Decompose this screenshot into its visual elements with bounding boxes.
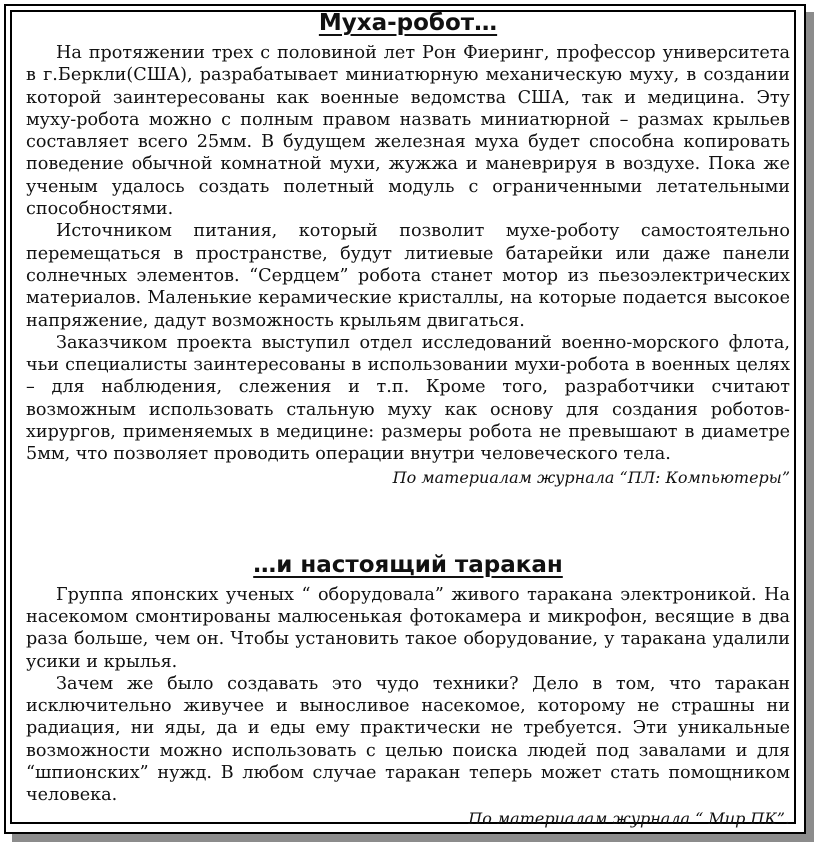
paragraph: Заказчиком проекта выступил отдел исследований военно-морского флота, чьи специалисты заинтересованы в использовании мухи-робота в военных целях – для наблюдения, слежения и т.п. Кроме того, разработчики считают возможным использовать стальную муху как основу для создания роботов-хирургов, применяемых в медицине: размеры робота не превышают в диаметре 5мм, что позволяет проводить операции внутри человеческого тела.: [26, 332, 790, 465]
paragraph: На протяжении трех с половиной лет Рон Фиеринг, профессор университета в г.Беркли(США), разрабатывает миниатюрную механическую муху, в создании которой заинтересованы как военные ведомства США, так и медицина. Эту муху-робота можно с полным правом назвать миниатюрной – размах крыльев составляет всего 25мм. В будущем железная муха будет способна копировать поведение обычной комнатной мухи, жужжа и маневрируя в воздухе. Пока же ученым удалось создать полетный модуль с ограниченными летательными способностями.: [26, 43, 790, 220]
source-note: По материалам журнала “ Мир ПК”.: [468, 808, 790, 828]
article-cockroach: [26, 550, 790, 829]
paragraph: Источником питания, который позволит мухе-роботу самостоятельно перемещаться в пространстве, будут литиевые батарейки или даже панели солнечных элементов. “Сердцем” робота станет мотор из пьезоэлектрических материалов. Маленькие керамические кристаллы, на которые подается высокое напряжение, дадут возможность крыльям двигаться.: [26, 221, 790, 331]
article-title: Муха-робот…: [318, 10, 498, 36]
document-body: [26, 8, 790, 829]
source-note: По материалам журнала “ПЛ: Компьютеры”: [392, 467, 790, 487]
paragraph: Группа японских ученых “ оборудовала” живого таракана электроникой. На насекомом смонтированы малюсенькая фотокамера и микрофон, весящие в два раза больше, чем он. Чтобы установить такое оборудование, у таракана удалили усики и крылья.: [26, 584, 790, 672]
paragraph: Зачем же было создавать это чудо техники? Дело в том, что таракан исключительно живучее и выносливое насекомое, которому не страшны ни радиация, ни яды, да и еды ему практически не требуется. Эти уникальные возможности можно использовать с целью поиска людей под завалами и для “шпионских” нужд. В любом случае таракан теперь может стать помощником человека.: [26, 673, 790, 806]
article-fly-robot: [26, 8, 790, 488]
article-title: …и настоящий таракан: [253, 551, 563, 578]
